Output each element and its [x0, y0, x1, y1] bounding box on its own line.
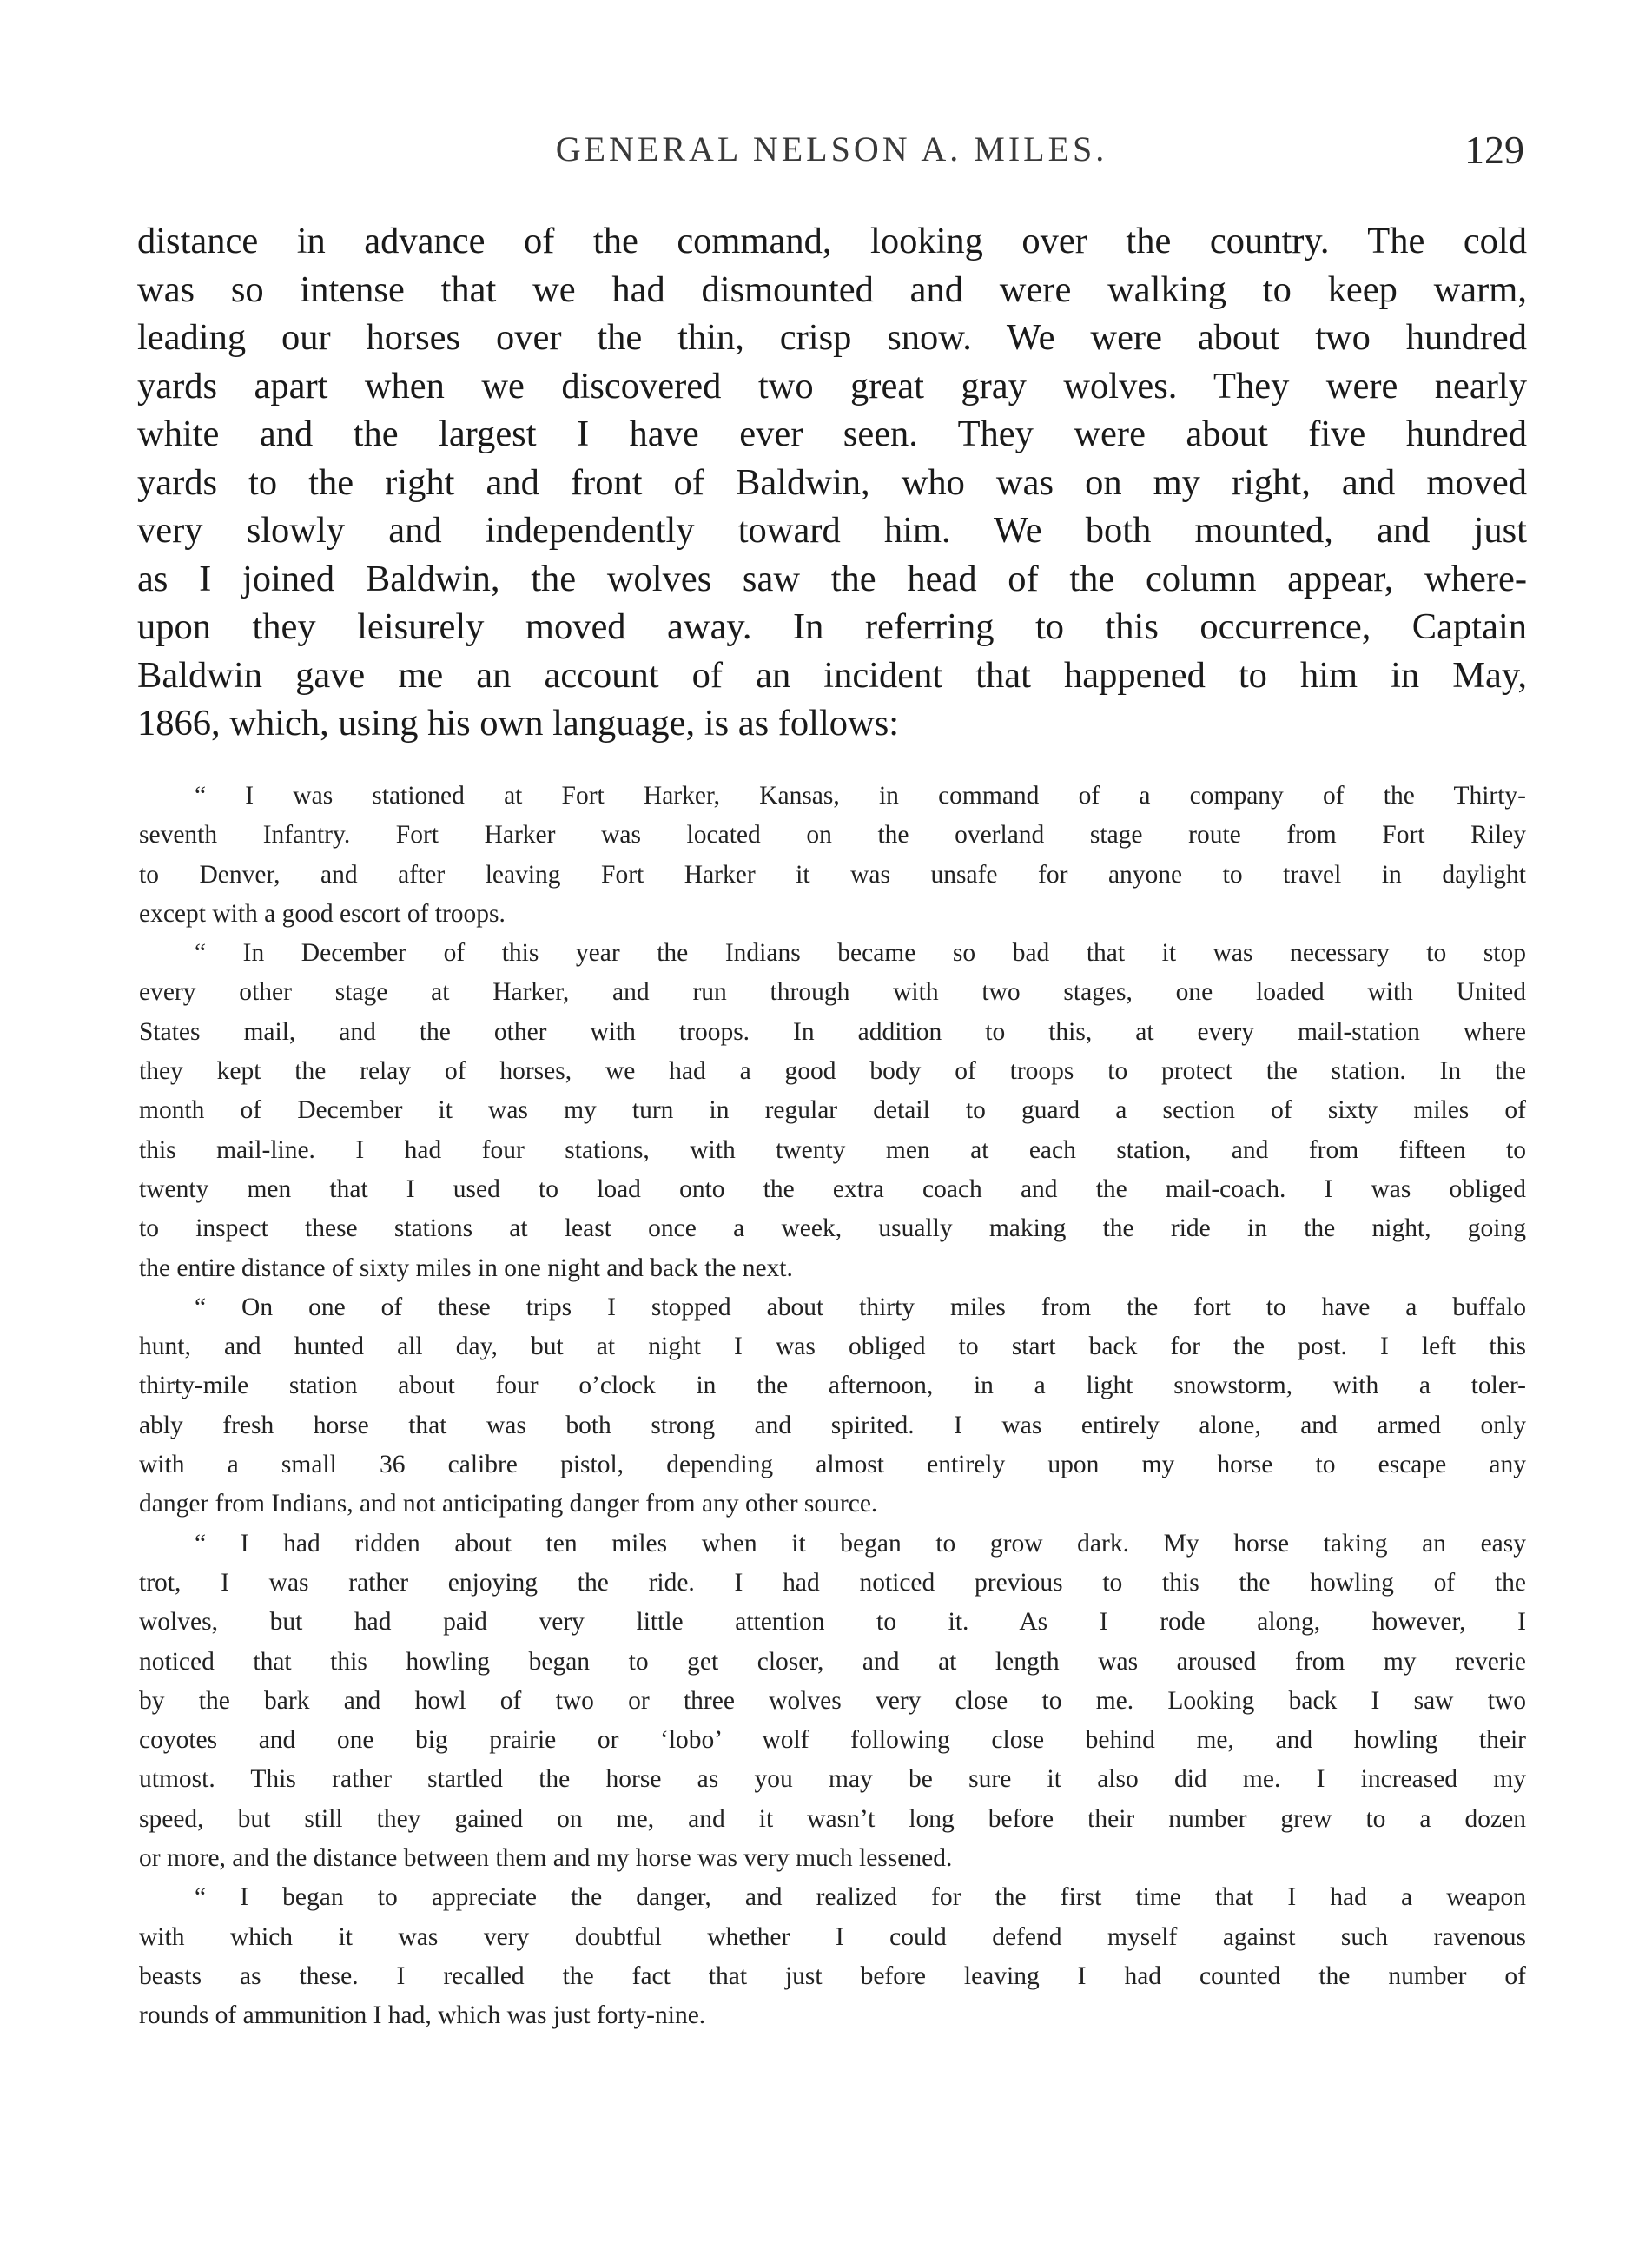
quote-line: “ I began to appreciate the danger, and realized for the first time that I had a weapon: [195, 1883, 1526, 1912]
page-number: 129: [1464, 128, 1524, 172]
quote-line: to inspect these stations at least once a week, usually making the ride in the night, going: [139, 1214, 1526, 1243]
main-line: very slowly and independently toward him. We both mounted, and just: [137, 510, 1527, 551]
quote-line: this mail-line. I had four stations, with twenty men at each station, and from fifteen to: [139, 1135, 1526, 1164]
quote-line: the entire distance of sixty miles in one night and back the next.: [139, 1253, 793, 1282]
main-line: leading our horses over the thin, crisp snow. We were about two hundred: [137, 317, 1527, 358]
quote-line: noticed that this howling began to get closer, and at length was aroused from my reverie: [139, 1647, 1526, 1676]
quote-line: beasts as these. I recalled the fact that just before leaving I had counted the number of: [139, 1961, 1526, 1990]
quote-line: every other stage at Harker, and run through with two stages, one loaded with United: [139, 978, 1526, 1007]
running-title: GENERAL NELSON A. MILES.: [555, 129, 1108, 169]
main-line: Baldwin gave me an account of an incident that happened to him in May,: [137, 654, 1527, 696]
quoted-account: [139, 777, 1526, 2036]
quote-line: “ On one of these trips I stopped about thirty miles from the fort to have a buffalo: [195, 1293, 1526, 1321]
quote-line: ably fresh horse that was both strong and spirited. I was entirely alone, and armed only: [139, 1411, 1526, 1439]
main-paragraph: [137, 217, 1527, 748]
quote-line: thirty-mile station about four o’clock in the afternoon, in a light snowstorm, with a toler-: [139, 1372, 1526, 1400]
quote-line: seventh Infantry. Fort Harker was located on the overland stage route from Fort Riley: [139, 821, 1526, 850]
main-line: 1866, which, using his own language, is as follows:: [137, 703, 900, 744]
quote-line: utmost. This rather startled the horse as you may be sure it also did me. I increased my: [139, 1765, 1526, 1794]
quote-line: speed, but still they gained on me, and it wasn’t long before their number grew to a dozen: [139, 1804, 1526, 1833]
quote-line: “ I had ridden about ten miles when it began to grow dark. My horse taking an easy: [195, 1529, 1526, 1558]
quote-line: trot, I was rather enjoying the ride. I had noticed previous to this the howling of the: [139, 1568, 1526, 1597]
quote-line: twenty men that I used to load onto the extra coach and the mail-coach. I was obliged: [139, 1174, 1526, 1203]
main-line: yards to the right and front of Baldwin, who was on my right, and moved: [137, 461, 1527, 503]
quote-line: States mail, and the other with troops. In addition to this, at every mail-station where: [139, 1017, 1526, 1046]
main-line: distance in advance of the command, looking over the country. The cold: [137, 221, 1527, 261]
quote-line: with which it was very doubtful whether I could defend myself against such ravenous: [139, 1922, 1526, 1951]
quote-line: they kept the relay of horses, we had a good body of troops to protect the station. In the: [139, 1057, 1526, 1086]
quote-line: hunt, and hunted all day, but at night I was obliged to start back for the post. I left this: [139, 1333, 1526, 1361]
quote-line: except with a good escort of troops.: [139, 899, 506, 928]
quote-line: danger from Indians, and not anticipating danger from any other source.: [139, 1490, 878, 1518]
quote-line: coyotes and one big prairie or ‘lobo’ wolf following close behind me, and howling their: [139, 1726, 1526, 1755]
main-line: was so intense that we had dismounted and were walking to keep warm,: [137, 268, 1527, 310]
main-line: white and the largest I have ever seen. They were about five hundred: [137, 413, 1527, 454]
quote-line: rounds of ammunition I had, which was just forty-nine.: [139, 2001, 706, 2030]
main-line: upon they leisurely moved away. In referring to this occurrence, Captain: [137, 606, 1527, 647]
quote-line: to Denver, and after leaving Fort Harker it was unsafe for anyone to travel in daylight: [139, 860, 1526, 889]
quote-line: wolves, but had paid very little attention to it. As I rode along, however, I: [139, 1608, 1526, 1637]
quote-line: “ In December of this year the Indians became so bad that it was necessary to stop: [195, 939, 1526, 968]
quote-line: or more, and the distance between them and my horse was very much lessened.: [139, 1844, 953, 1873]
quote-line: with a small 36 calibre pistol, depending almost entirely upon my horse to escape any: [139, 1451, 1526, 1479]
main-line: yards apart when we discovered two great gray wolves. They were nearly: [137, 365, 1527, 407]
main-line: as I joined Baldwin, the wolves saw the head of the column appear, where-: [137, 558, 1527, 599]
running-head: [139, 129, 1524, 181]
quote-line: month of December it was my turn in regular detail to guard a section of sixty miles of: [139, 1096, 1526, 1125]
quote-line: by the bark and howl of two or three wolves very close to me. Looking back I saw two: [139, 1686, 1526, 1715]
quote-line: “ I was stationed at Fort Harker, Kansas, in command of a company of the Thirty-: [195, 782, 1526, 810]
